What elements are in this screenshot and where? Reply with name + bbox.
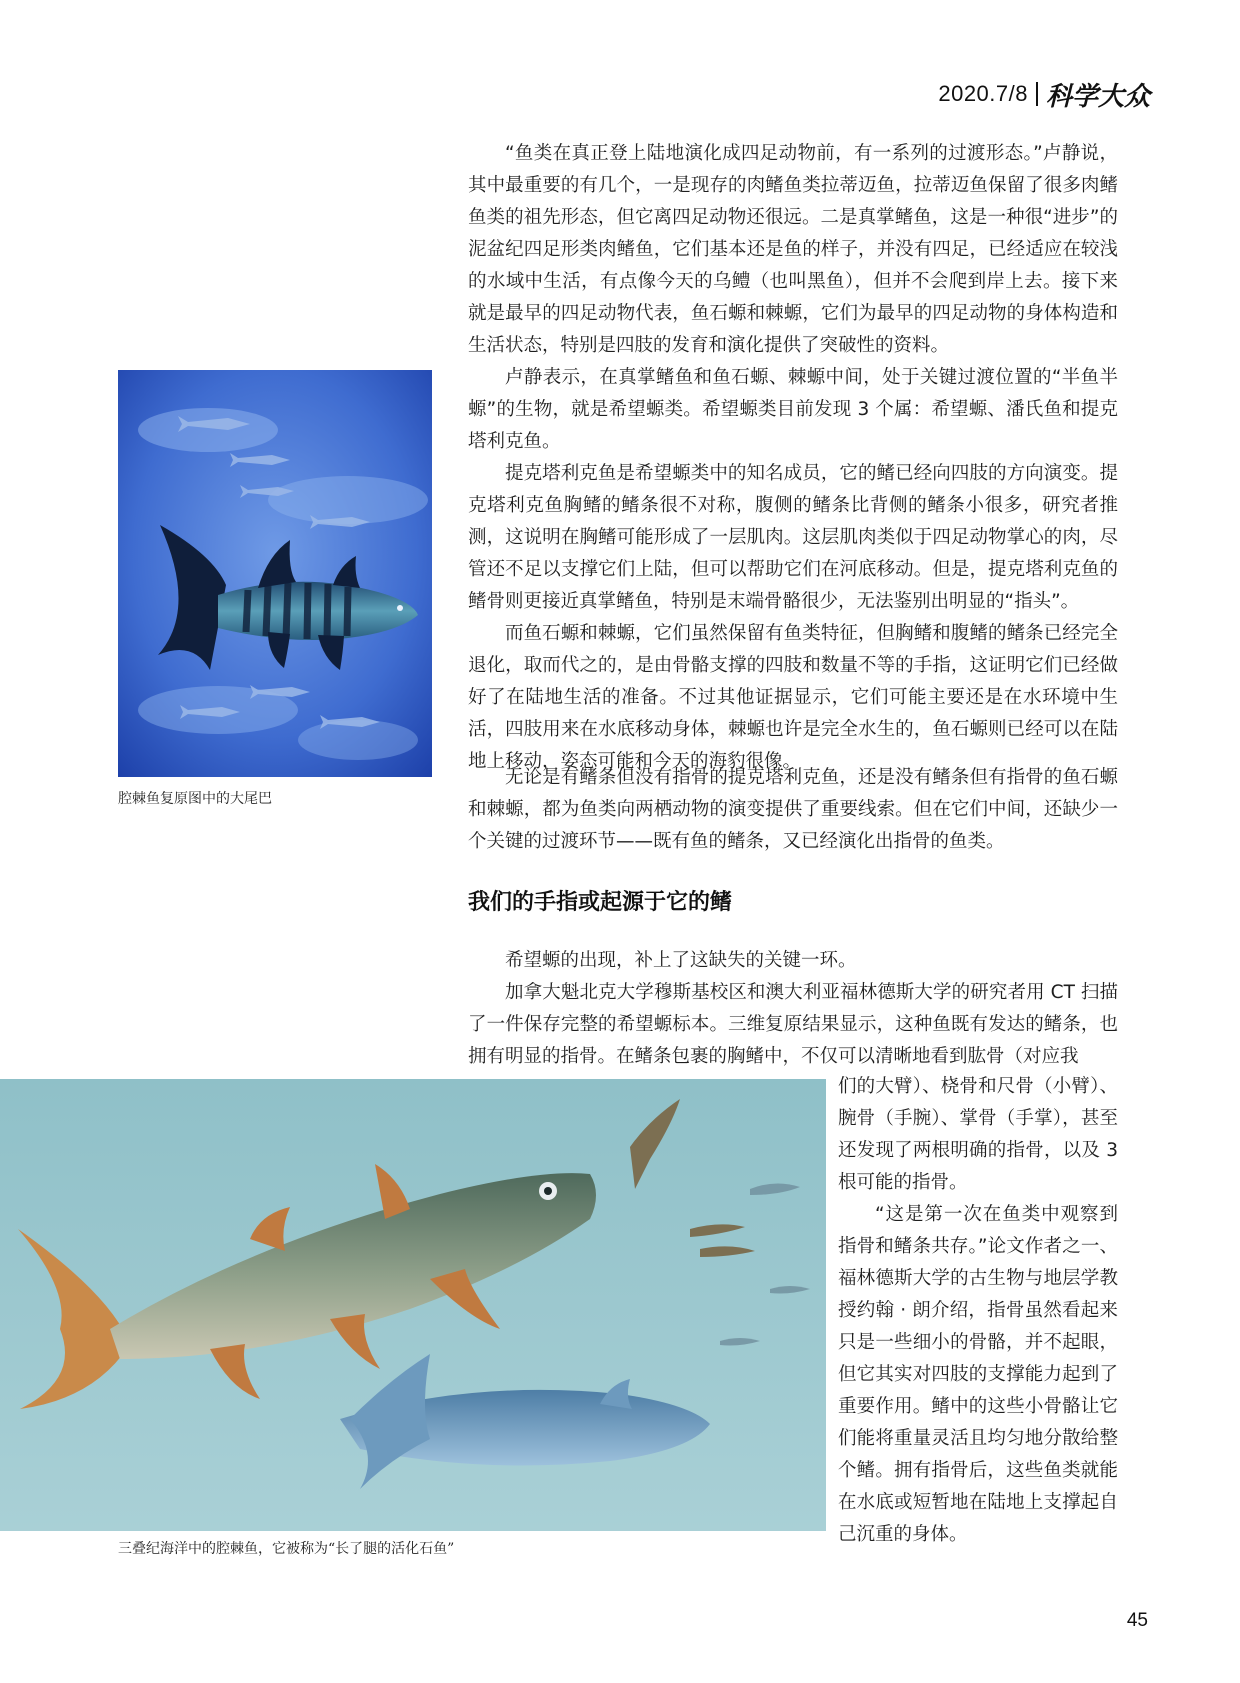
- page-number: 45: [1126, 1610, 1148, 1631]
- triassic-coelacanth-illustration: [0, 1079, 826, 1531]
- page-header: [938, 74, 1150, 114]
- wrapped-text-column: [838, 1071, 1118, 1551]
- coelacanth-tail-illustration: [118, 370, 432, 777]
- body-paragraph-4: 而鱼石螈和棘螈，它们虽然保留有鱼类特征，但胸鳍和腹鳍的鳍条已经完全退化，取而代之的，是由骨骼支撑的四肢和数量不等的手指，这证明它们已经做好了在陆地生活的准备。不过其他证据显示，它们可能主要还是在水环境中生活，四肢用来在水底移动身体，棘螈也许是完全水生的，鱼石螈则已经可以在陆地上移动，姿态可能和今天的海豹很像。: [468, 623, 1118, 772]
- body-paragraph-3: 提克塔利克鱼是希望螈类中的知名成员，它的鳍已经向四肢的方向演变。提克塔利克鱼胸鳍的鳍条很不对称，腹侧的鳍条比背侧的鳍条小很多，研究者推测，这说明在胸鳍可能形成了一层肌肉。这层肌肉类似于四足动物掌心的肉，尽管还不足以支撑它们上陆，但可以帮助它们在河底移动。但是，提克塔利克鱼的鳍骨则更接近真掌鳍鱼，特别是末端骨骼很少，无法鉴别出明显的“指头”。: [468, 463, 1118, 612]
- body-paragraph-8: “这是第一次在鱼类中观察到指骨和鳍条共存。”论文作者之一、福林德斯大学的古生物与地层学教授约翰 · 朗介绍，指骨虽然看起来只是一些细小的骨骼，并不起眼，但它其实对四肢的支撑能力起到了重要作用。鳍中的这些小骨骼让它们能将重量灵活且均匀地分散给整个鳍。拥有指骨后，这些鱼类就能在水底或短暂地在陆地上支撑起自己沉重的身体。: [838, 1204, 1118, 1545]
- section-heading: 我们的手指或起源于它的鳍: [468, 890, 733, 915]
- image-caption-2: 三叠纪海洋中的腔棘鱼，它被称为“长了腿的活化石鱼”: [118, 1541, 455, 1557]
- header-divider: [1036, 82, 1038, 106]
- body-paragraph-1: “鱼类在真正登上陆地演化成四足动物前，有一系列的过渡形态。”卢静说，其中最重要的有几个，一是现存的肉鳍鱼类拉蒂迈鱼，拉蒂迈鱼保留了很多肉鳍鱼类的祖先形态，但它离四足动物还很远。二是真掌鳍鱼，这是一种很“进步”的泥盆纪四足形类肉鳍鱼，它们基本还是鱼的样子，并没有四足，已经适应在较浅的水域中生活，有点像今天的乌鳢（也叫黑鱼），但并不会爬到岸上去。接下来就是最早的四足动物代表，鱼石螈和棘螈，它们为最早的四足动物的身体构造和生活状态，特别是四肢的发育和演化提供了突破性的资料。: [468, 143, 1118, 356]
- issue-date: 2020.7/8: [938, 81, 1028, 106]
- body-paragraph-7: 加拿大魁北克大学穆斯基校区和澳大利亚福林德斯大学的研究者用 CT 扫描了一件保存完整的希望螈标本。三维复原结果显示，这种鱼既有发达的鳍条，也拥有明显的指骨。在鳍条包裹的胸鳍中，不仅可以清晰地看到肱骨（对应我: [468, 982, 1118, 1067]
- magazine-masthead: 科学大众: [1045, 81, 1150, 112]
- image-caption-1: 腔棘鱼复原图中的大尾巴: [118, 791, 272, 807]
- body-paragraph-7-continued: 们的大臂）、桡骨和尺骨（小臂）、腕骨（手腕）、掌骨（手掌），甚至还发现了两根明确的指骨，以及 3 根可能的指骨。: [838, 1076, 1118, 1193]
- body-paragraph-5: 无论是有鳍条但没有指骨的提克塔利克鱼，还是没有鳍条但有指骨的鱼石螈和棘螈，都为鱼类向两栖动物的演变提供了重要线索。但在它们中间，还缺少一个关键的过渡环节——既有鱼的鳍条，又已经演化出指骨的鱼类。: [468, 767, 1118, 852]
- body-paragraph-6: 希望螈的出现，补上了这缺失的关键一环。: [505, 950, 857, 971]
- body-paragraph-2: 卢静表示，在真掌鳍鱼和鱼石螈、棘螈中间，处于关键过渡位置的“半鱼半螈”的生物，就是希望螈类。希望螈类目前发现 3 个属：希望螈、潘氏鱼和提克塔利克鱼。: [468, 367, 1118, 452]
